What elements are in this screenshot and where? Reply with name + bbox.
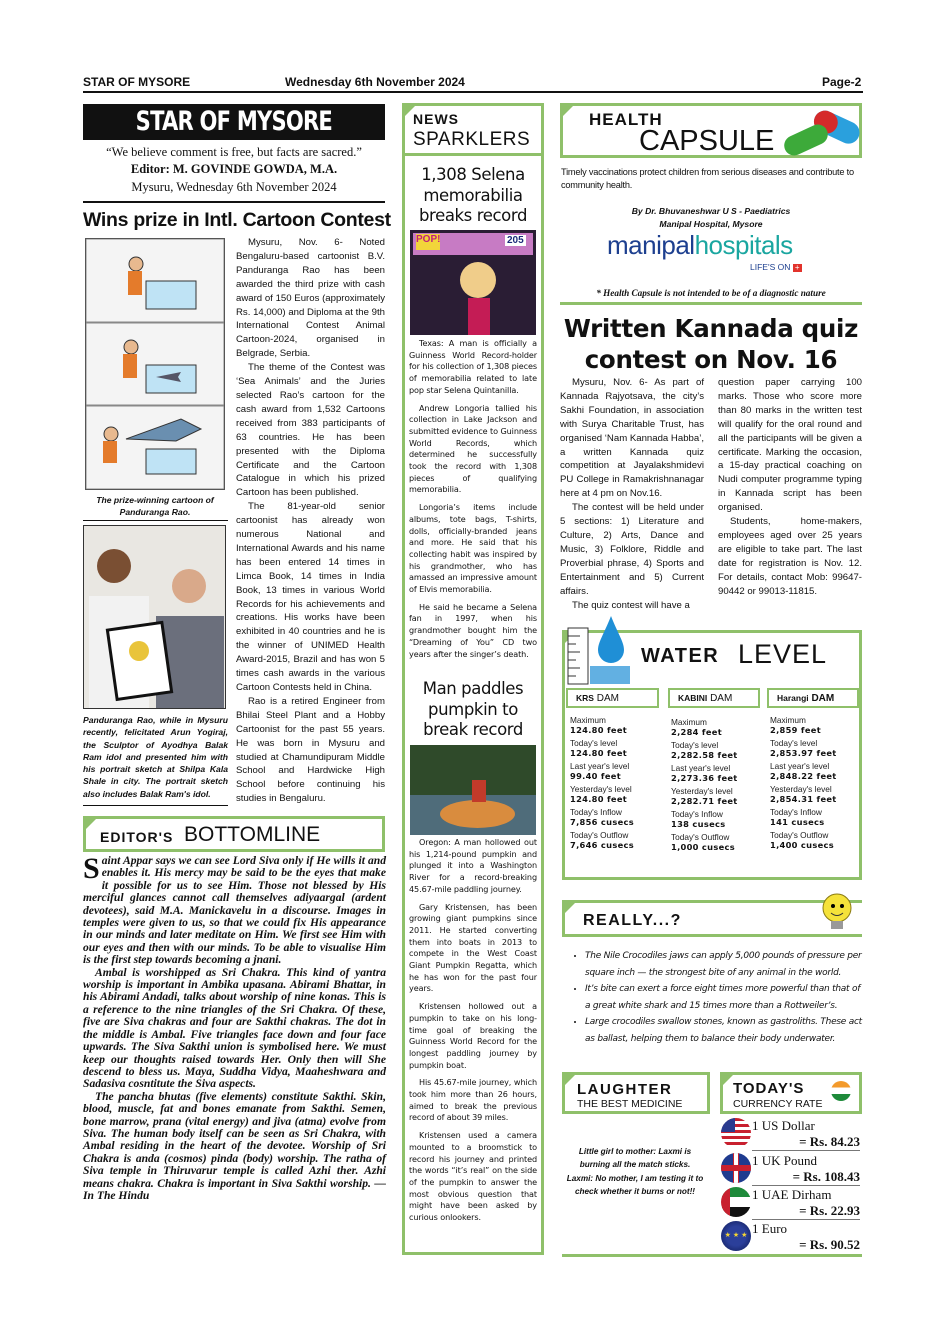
laughter-header	[562, 1072, 710, 1114]
paragraph: The pancha bhutas (five elements) constitute Sakthi. Skin, blood, muscle, fat and bones emanate from Sakthi. Semen, bone marrow, prana (vital energy) and jiva (atma) evolve from Siva. The human body itself can be seen as Sri Chakra, with Ambal residing in the heart of the devotee. Worship of Sri Chakra is anda (cosmos) pinda (body) worship. The ratha of Siva temple in Thiruvarur temple is called Azhi ther. Azhi means chakra. Chakra is important in Siva Sakthi worship. —In The Hindu	[83, 1089, 386, 1202]
water-title-b: LEVEL	[738, 639, 828, 669]
health-rule	[560, 302, 862, 305]
logo-part-a: manipal	[607, 230, 695, 260]
currency-row	[752, 1118, 860, 1151]
dam-value: 2,859 feet	[770, 725, 821, 735]
currency-title-b: CURRENCY RATE	[733, 1098, 823, 1110]
currency-rate: = Rs. 108.43	[792, 1169, 860, 1184]
paragraph: The quiz contest will have a	[572, 599, 690, 611]
manipal-tagline	[750, 262, 802, 272]
dam-value: 7,646 cusecs	[570, 840, 634, 850]
cartoon-story-body	[236, 236, 385, 806]
dam-value: 99.40 feet	[570, 771, 621, 781]
health-title-a: HEALTH	[589, 110, 663, 129]
health-disclaimer: * Health Capsule is not intended to be of a diagnostic nature	[596, 288, 826, 298]
paragraph: He said he became a Selena fan in 1997, when his grandmother bought him the “Dreaming of You” CD two years after the singer’s death.	[409, 601, 537, 659]
currency-rate: = Rs. 90.52	[799, 1237, 860, 1252]
dam-value: 1,000 cusecs	[671, 842, 735, 852]
capsule-icon	[781, 108, 863, 156]
quiz-col-2	[718, 376, 862, 599]
paragraph: Longoria’s items include albums, tote bags, T-shirts, dolls, officially-branded jeans and more. He said that his collecting habit was inspired by his grandmother, who has amassed an impressive amount of Elvis memorabilia.	[409, 502, 537, 595]
paragraph: Mysuru, Nov. 6- As part of Kannada Rajyotsava, the city’s Sakhi Foundation, in association with Surya Charitable Trust, has organised ‘Nam Kannada Habba’, a written Kannada quiz competition at Jayalakshmidevi PU College in Ramakrishnanagar here at 4 pm on Nov.16.	[560, 377, 704, 500]
bottom-rule	[562, 1254, 862, 1257]
paragraph: Ambal is worshipped as Sri Chakra. This kind of yantra worship is important in Ambika upasana. Abirami Bhattar, in his Abirami Andadi, talks about worship of nine konas. This is a reference to the nine triangles of the Sri Chakra. Of these, five are Siva chakras and four are Sakthi chakras. The dot in the middle is Ambal. Five triangles face down and four face upwards. The Siva Sakthi union is symbolised here. We must keep our thoughts raised towards Her. Only then will She descend to bless us. Maya, Suddha Vidya, Maaheshwara and Sadasiva cosntitute the Siva aspects.	[83, 965, 386, 1091]
uae-flag-icon	[721, 1187, 751, 1217]
page-header-date: Wednesday 6th November 2024	[285, 75, 465, 89]
dam-data-harangi	[770, 712, 865, 850]
dam-value: 2,284 feet	[671, 727, 722, 737]
dam-label: Today's Inflow	[570, 807, 622, 817]
dam-label: Today's level	[770, 738, 818, 748]
manipal-logo	[607, 230, 793, 261]
paragraph: Rao is a retired Engineer from Bhilai Steel Plant and a Hobby Cartoonist for the past 55 years. He was born in Mysuru and studied at Chamundipuram Middle School and Hardwicke High School before continuing his studies in Bengaluru.	[236, 695, 385, 805]
header-rule	[83, 91, 863, 93]
currency-title-a: TODAY'S	[733, 1080, 805, 1097]
currency-rate: = Rs. 84.23	[799, 1134, 860, 1149]
paragraph: Mysuru, Nov. 6- Noted Bengaluru-based cartoonist B.V. Panduranga Rao has been awarded the third prize with cash award of 150 Euros (approximately Rs. 14,000) and Diploma at the 9th International Contest Animal Cartoon-2024, organised in Belgrade, Serbia.	[236, 237, 385, 360]
water-gauge-icon	[566, 614, 630, 686]
masthead-banner	[83, 104, 385, 140]
masthead-rule	[83, 201, 385, 203]
currency-row	[752, 1187, 860, 1220]
health-title-b: CAPSULE	[639, 125, 775, 157]
selena-image: POP! 205	[410, 230, 536, 335]
page-header-paper: STAR OF MYSORE	[83, 75, 191, 89]
dam-value: 2,273.36 feet	[671, 773, 738, 783]
dam-name: Harangi	[777, 693, 809, 703]
dam-suffix: DAM	[811, 693, 835, 704]
paragraph: His 45.67-mile journey, which took him more than 26 hours, aimed to break the previous record of about 39 miles.	[409, 1077, 537, 1123]
dam-data-kabini	[671, 714, 766, 852]
dam-name: KABINI	[678, 693, 708, 703]
dam-name: KRS	[576, 693, 594, 703]
dam-value: 2,282.71 feet	[671, 796, 738, 806]
dam-label: Today's level	[671, 740, 719, 750]
cartoon-caption: The prize-winning cartoon of Panduranga Rao.	[96, 495, 214, 518]
drop-cap: S	[83, 852, 100, 885]
masthead-motto: “We believe comment is free, but facts are sacred.”	[106, 145, 362, 159]
currency-unit: 1 Euro	[752, 1221, 788, 1236]
dam-value: 124.80 feet	[570, 725, 628, 735]
dam-suffix: DAM	[710, 693, 733, 704]
dam-label: Today's Outflow	[770, 830, 829, 840]
pumpkin-headline: Man paddles pumpkin to break record	[422, 679, 524, 739]
dam-suffix: DAM	[596, 693, 619, 704]
masthead-dateline: Mysuru, Wednesday 6th November 2024	[131, 180, 337, 194]
laughter-title-b: THE BEST MEDICINE	[577, 1098, 683, 1110]
photo-caption-rule	[83, 805, 228, 806]
selena-box-number: 205	[507, 235, 524, 246]
dam-header-harangi	[767, 688, 859, 708]
dam-value: 2,853.97 feet	[770, 748, 837, 758]
health-byline: By Dr. Bhuvaneshwar U S - Paediatrics	[631, 206, 791, 216]
currency-rate: = Rs. 22.93	[799, 1203, 860, 1218]
dam-label: Today's Outflow	[570, 830, 629, 840]
dam-label: Yesterday's level	[570, 784, 632, 794]
really-bullet: • Large crocodiles swallow stones, known as gastroliths. These act as ballast, helping them to balance their body underwater.	[585, 1014, 862, 1047]
dam-label: Maximum	[770, 715, 806, 725]
sparklers-header	[405, 106, 541, 156]
dam-label: Last year's level	[671, 763, 731, 773]
pumpkin-image	[410, 745, 536, 835]
photo-caption: Panduranga Rao, while in Mysuru recently, felicitated Arun Yogiraj, the Sculptor of Ayodhya Balak Ram idol and presented him with his portrait sketch at Shilpa Kala Shale in city. The portrait sketch also includes Balak Ram's idol.	[83, 715, 228, 799]
water-title-a: WATER	[641, 645, 720, 667]
paragraph: Gary Kristensen, has been growing giant pumpkins since 2011. He started converting them into boats in 2013 to compete in the West Coast Giant Pumpkin Regatta, which he has won for the past four years.	[409, 901, 537, 994]
health-byline-hospital: Manipal Hospital, Mysore	[659, 219, 763, 229]
dam-value: 138 cusecs	[671, 819, 726, 829]
bottomline-body	[83, 852, 386, 1202]
joke-line-1: Little girl to mother: Laxmi is burning all the match sticks.	[578, 1147, 692, 1169]
dam-header-krs	[566, 688, 659, 708]
selena-headline: 1,308 Selena memorabilia breaks record	[418, 165, 528, 225]
dam-label: Maximum	[570, 715, 606, 725]
paragraph: Kristensen used a camera mounted to a broomstick to record his journey and printed the words “it’s real” on the side of the pumpkin to answer the most obvious question that might have been asked by curious onlookers.	[409, 1130, 537, 1223]
currency-row	[752, 1153, 860, 1186]
selena-body	[409, 338, 537, 666]
bottomline-title-b: BOTTOMLINE	[184, 823, 321, 846]
currency-unit: 1 UAE Dirham	[752, 1187, 832, 1202]
dam-value: 141 cusecs	[770, 817, 825, 827]
really-bullets	[574, 948, 862, 1047]
paragraph: The contest will be held under 5 sections: 1) Literature and Culture, 2) Arts, Dance and Music, 3) Folklore, Riddle and Proverbial phrase, 4) Sports and Entertainment and 5) Current affairs.	[560, 502, 704, 597]
currency-unit: 1 US Dollar	[752, 1118, 815, 1133]
india-flag-icon	[831, 1081, 851, 1101]
dam-label: Today's Inflow	[671, 809, 723, 819]
paragraph: Texas: A man is officially a Guinness World Record-holder for his collection of 1,308 pieces of memorabilia related to late pop star Selena Quintanilla.	[409, 338, 538, 395]
logo-part-b: hospitals	[694, 230, 793, 260]
dam-value: 1,400 cusecs	[770, 840, 834, 850]
sparklers-title-b: SPARKLERS	[413, 129, 531, 150]
really-bullet: • It’s bite can exert a force eight times more powerful than that of a great white shark and 15 times more than a Rottweiler’s.	[585, 981, 862, 1014]
paragraph: Andrew Longoria tallied his collection in Lake Jackson and submitted evidence to Guinness World Records, which determined he successfully took the record with 1,308 pieces of qualifying memorabilia.	[409, 402, 537, 495]
cartoon-illustration	[86, 239, 224, 489]
paragraph: Students, home-makers, employees aged over 25 years are eligible to take part. The last date for registration is Nov. 12. For details, contact Mob: 99647-90442 or 99013-11815.	[718, 516, 862, 597]
joke-line-2: Laxmi: No mother, I am testing it to check whether it burns or not!!	[566, 1174, 704, 1196]
dam-label: Today's Outflow	[671, 832, 730, 842]
dam-label: Today's level	[570, 738, 618, 748]
dam-value: 2,282.58 feet	[671, 750, 738, 760]
cartoon-image	[85, 238, 225, 490]
paragraph: The theme of the Contest was ‘Sea Animals’ and the Juries selected Rao’s cartoon for the cash award from 1,532 Cartoons received from 383 participants of 63 countries. He has been presented with the Diploma Certificate and the Cartoon Catalogue in which his prized Cartoon has been published.	[236, 362, 385, 499]
quiz-headline: Written Kannada quiz contest on Nov. 16	[563, 314, 859, 374]
cartoon-headline: Wins prize in Intl. Cartoon Contest	[83, 209, 391, 231]
dam-value: 2,848.22 feet	[770, 771, 837, 781]
really-bullet: • The Nile Crocodiles jaws can apply 5,000 pounds of pressure per square inch — the strongest bite of any animal in the world.	[585, 948, 862, 981]
bottomline-title-a: EDITOR'S	[100, 829, 174, 845]
really-title: REALLY...?	[583, 912, 682, 929]
page-header-page: Page-2	[822, 75, 862, 89]
dam-value: 7,856 cusecs	[570, 817, 634, 827]
paragraph: The 81-year-old senior cartoonist has already won numerous National and International Awards and his name has been entered 14 times in Limca Book, 14 times in India Book, 13 times in various World Records for his achievements and creations. His works have been exhibited in 40 countries and he is the winner of UNIMED Health Award-2015, Brazil and has won 5 times cash awards in the various Cartoon Contests held in China.	[236, 501, 385, 693]
currency-header	[720, 1072, 862, 1114]
dam-value: 124.80 feet	[570, 794, 628, 804]
bottomline-header	[83, 816, 385, 852]
laughter-title-a: LAUGHTER	[577, 1081, 673, 1098]
dam-label: Maximum	[671, 717, 707, 727]
dam-data-krs	[570, 712, 665, 850]
health-header	[560, 103, 862, 158]
masthead-editor: Editor: M. GOVINDE GOWDA, M.A.	[130, 162, 338, 176]
dam-label: Last year's level	[770, 761, 830, 771]
dam-value: 2,854.31 feet	[770, 794, 837, 804]
tagline-text: LIFE'S ON	[750, 262, 791, 272]
health-text: Timely vaccinations protect children from serious diseases and contribute to community health.	[561, 167, 854, 190]
paragraph: question paper carrying 100 marks. Those who score more than 80 marks in the written test will qualify for the oral round and all the participants will be given a certificate. Marking the occasion, a 15-day practical coaching on Nudi computer programme typing in Kannada script has been organised.	[718, 377, 862, 514]
paragraph: Saint Appar says we can see Lord Siva only if He wills it and enables it. His mercy may be said to be the eyes that make it possible for us to see Him. Those not blessed by His merciful glances cannot call themselves adiyaargal (ardent devotees), said M.A. Manickavelu in a discourse. Images in temples were given to us, so that we could fix His appearance in our minds and later meditate on Him. We first see Him with our eyes and then with our minds. To be able to visualise Him is the first step towards becoming a jnani.	[83, 852, 386, 967]
currency-unit: 1 UK Pound	[752, 1153, 818, 1168]
uk-flag-icon	[721, 1153, 751, 1183]
dam-label: Yesterday's level	[770, 784, 832, 794]
lightbulb-icon	[815, 888, 861, 936]
eu-flag-icon: ★ ★ ★	[721, 1221, 751, 1251]
dam-value: 124.80 feet	[570, 748, 628, 758]
felicitation-photo	[83, 525, 226, 709]
paragraph: Oregon: A man hollowed out his 1,214-pound pumpkin and plunged it into a Washington River for a record-breaking 45.67-mile paddling journey.	[409, 837, 537, 894]
currency-row	[752, 1221, 860, 1254]
dam-label: Yesterday's level	[671, 786, 733, 796]
dam-label: Last year's level	[570, 761, 630, 771]
plus-icon: +	[793, 264, 802, 272]
paragraph: Kristensen hollowed out a pumpkin to take on his long-time goal of breaking the Guinness World Record for the longest paddling journey by pumpkin boat.	[409, 1001, 537, 1070]
masthead-title: STAR OF MYSORE	[135, 106, 333, 137]
quiz-col-1	[560, 376, 704, 612]
sparklers-title-a: NEWS	[413, 111, 459, 127]
caption-rule	[83, 520, 228, 521]
pumpkin-body	[409, 837, 537, 1230]
dam-header-kabini	[668, 688, 760, 708]
photo-illustration	[84, 526, 226, 709]
us-flag-icon	[721, 1118, 751, 1148]
dam-label: Today's Inflow	[770, 807, 822, 817]
